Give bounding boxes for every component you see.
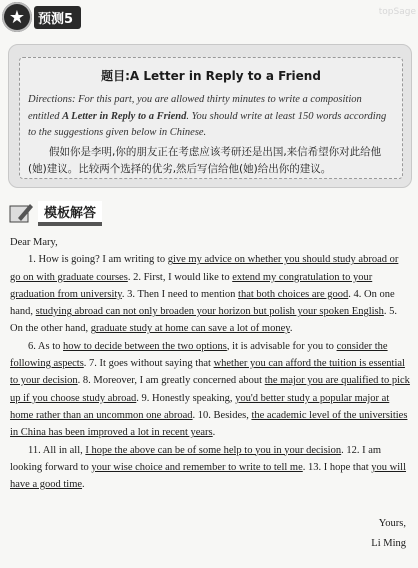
directions-text-2: . You should write at least 150 words according to the suggestions given below in Chinese. <box>28 110 387 138</box>
letter-body <box>10 234 410 493</box>
paragraph-1: 1. How is going? I am writing to give my advice on whether you should study abroad or go on with graduate courses. 2. First, I would like to extend my congratulation to your graduation from university. 3. Then I need to mention that both choices are good. 4. On one hand, studying abroad can not only broaden your horizon but polish your spoken English. 5. On the other hand, graduate study at home can save a lot of money. <box>10 254 399 335</box>
pencil-icon <box>8 200 34 226</box>
directions-title: A Letter in Reply to a Friend <box>62 110 187 122</box>
prompt-chinese: 假如你是李明,你的朋友正在考虑应该考研还是出国,来信希望你对此给他(她)建议。比较两个选择的优劣,然后写信给他(她)给出你的建议。 <box>28 146 382 175</box>
answer-label: 模板解答 <box>38 201 102 226</box>
star-icon: ★ <box>2 2 32 32</box>
watermark: topSage <box>378 7 416 17</box>
prompt-directions <box>28 92 394 142</box>
header-banner <box>2 2 182 32</box>
prompt-title: 题目:A Letter in Reply to a Friend <box>101 69 321 83</box>
paragraph-2: 6. As to how to decide between the two options, it is advisable for you to consider the following aspects. 7. It goes without saying that whether you can afford the tuition is essential to your decision. 8. Moreover, I am greatly concerned about the major you are qualified to pick up if you choose study abroad. 9. Honestly speaking, you'd better study a popular major at home rather than an uncommon one abroad. 10. Besides, the academic level of the universities in China has been improved a lot in recent years. <box>10 340 410 439</box>
paragraph-3: 11. All in all, I hope the above can be of some help to you in your decision. 12. I am looking forward to your wise choice and remember to write to tell me. 13. I hope that you will have a good time. <box>10 444 407 491</box>
directions-label: Directions: <box>28 94 76 105</box>
prediction-label: 预测5 <box>34 6 81 29</box>
directions-text-1: For this part, you are allowed thirty minutes to write a composition entitled <box>28 94 362 122</box>
closing-word: Yours, <box>378 518 406 529</box>
answer-header <box>8 198 148 228</box>
prompt-box <box>8 44 412 188</box>
salutation: Dear Mary, <box>10 237 58 248</box>
letter-closing <box>371 514 406 554</box>
signature: Li Ming <box>371 538 406 549</box>
prompt-inner <box>19 57 403 179</box>
